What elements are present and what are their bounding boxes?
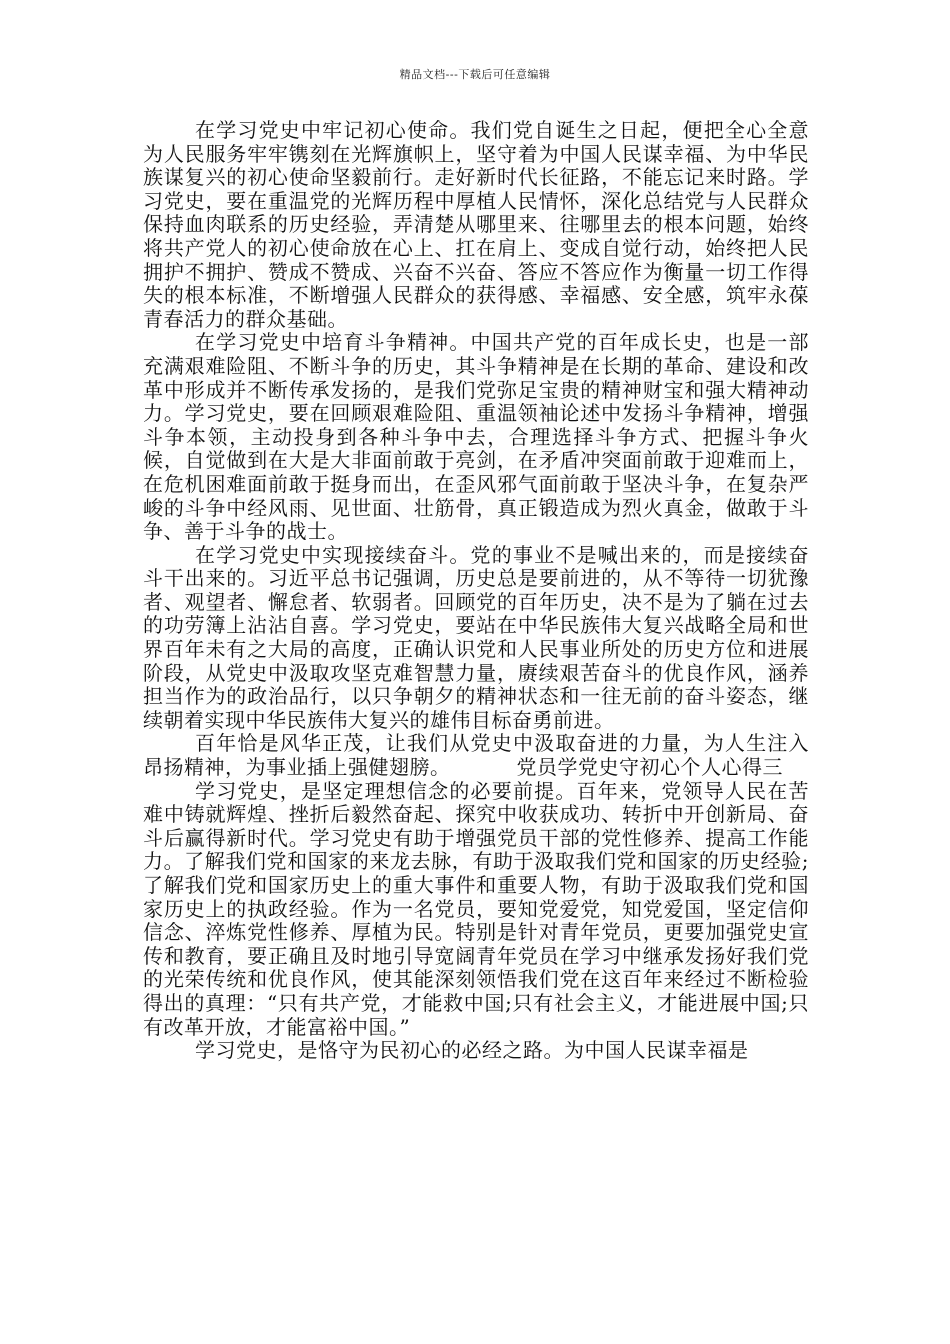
- paragraph: 在学习党史中实现接续奋斗。党的事业不是喊出来的，而是接续奋斗干出来的。习近平总书记强调，历史总是要前进的，从不等待一切犹豫者、观望者、懈怠者、软弱者。回顾党的百年历史，决不是为了躺在过去的功劳簿上沾沾自喜。学习党史，要站在中华民族伟大复兴战略全局和世界百年未有之大局的高度，正确认识党和人民事业所处的历史方位和进展阶段，从党史中汲取攻坚克难智慧力量，赓续艰苦奋斗的优良作风，涵养担当作为的政治品行，以只争朝夕的精神状态和一往无前的奋斗姿态，继续朝着实现中华民族伟大复兴的雄伟目标奋勇前进。: [143, 542, 809, 732]
- document-body: [143, 119, 809, 1063]
- paragraph: 学习党史，是坚定理想信念的必要前提。百年来，党领导人民在苦难中铸就辉煌、挫折后毅然奋起、探究中收获成功、转折中开创新局、奋斗后赢得新时代。学习党史有助于增强党员干部的党性修养、提高工作能力。了解我们党和国家的来龙去脉，有助于汲取我们党和国家的历史经验;了解我们党和国家历史上的重大事件和重要人物，有助于汲取我们党和国家历史上的执政经验。作为一名党员，要知党爱党，知党爱国，坚定信仰信念、淬炼党性修养、厚植为民。特别是针对青年党员，更要加强党史宣传和教育，要正确且及时地引导宽阔青年党员在学习中继承发扬好我们党的光荣传统和优良作风，使其能深刻领悟我们党在这百年来经过不断检验得出的真理：“只有共产党，才能救中国;只有社会主义，才能进展中国;只有改革开放，才能富裕中国。”: [143, 778, 809, 1039]
- paragraph: [143, 732, 809, 779]
- paragraph: 在学习党史中培育斗争精神。中国共产党的百年成长史，也是一部充满艰难险阻、不断斗争的历史，其斗争精神是在长期的革命、建设和改革中形成并不断传承发扬的，是我们党弥足宝贵的精神财宝和强大精神动力。学习党史，要在回顾艰难险阻、重温领袖论述中发扬斗争精神，增强斗争本领，主动投身到各种斗争中去，合理选择斗争方式、把握斗争火候，自觉做到在大是大非面前敢于亮剑，在矛盾冲突面前敢于迎难而上，在危机困难面前敢于挺身而出，在歪风邪气面前敢于坚决斗争，在复杂严峻的斗争中经风雨、见世面、壮筋骨，真正锻造成为烈火真金，做敢于斗争、善于斗争的战士。: [143, 330, 809, 544]
- paragraph: 学习党史，是恪守为民初心的必经之路。为中国人民谋幸福是: [195, 1038, 749, 1063]
- paragraph: 在学习党史中牢记初心使命。我们党自诞生之日起，便把全心全意为人民服务牢牢镌刻在光辉旗帜上，坚守着为中国人民谋幸福、为中华民族谋复兴的初心使命坚毅前行。走好新时代长征路，不能忘记来时路。学习党史，要在重温党的光辉历程中厚植人民情怀，深化总结党与人民群众保持血肉联系的历史经验，弄清楚从哪里来、往哪里去的根本问题，始终将共产党人的初心使命放在心上、扛在肩上、变成自觉行动，始终把人民拥护不拥护、赞成不赞成、兴奋不兴奋、答应不答应作为衡量一切工作得失的根本标准，不断增强人民群众的获得感、幸福感、安全感，筑牢永葆青春活力的群众基础。: [143, 118, 809, 331]
- page-header: 精品文档---下载后可任意编辑: [399, 68, 551, 81]
- paragraph-text: 百年恰是风华正茂，让我们从党史中汲取奋进的力量，为人生注入昂扬精神，为事业插上强健翅膀。: [143, 731, 809, 780]
- section-title: 党员学党史守初心个人心得三: [516, 755, 783, 780]
